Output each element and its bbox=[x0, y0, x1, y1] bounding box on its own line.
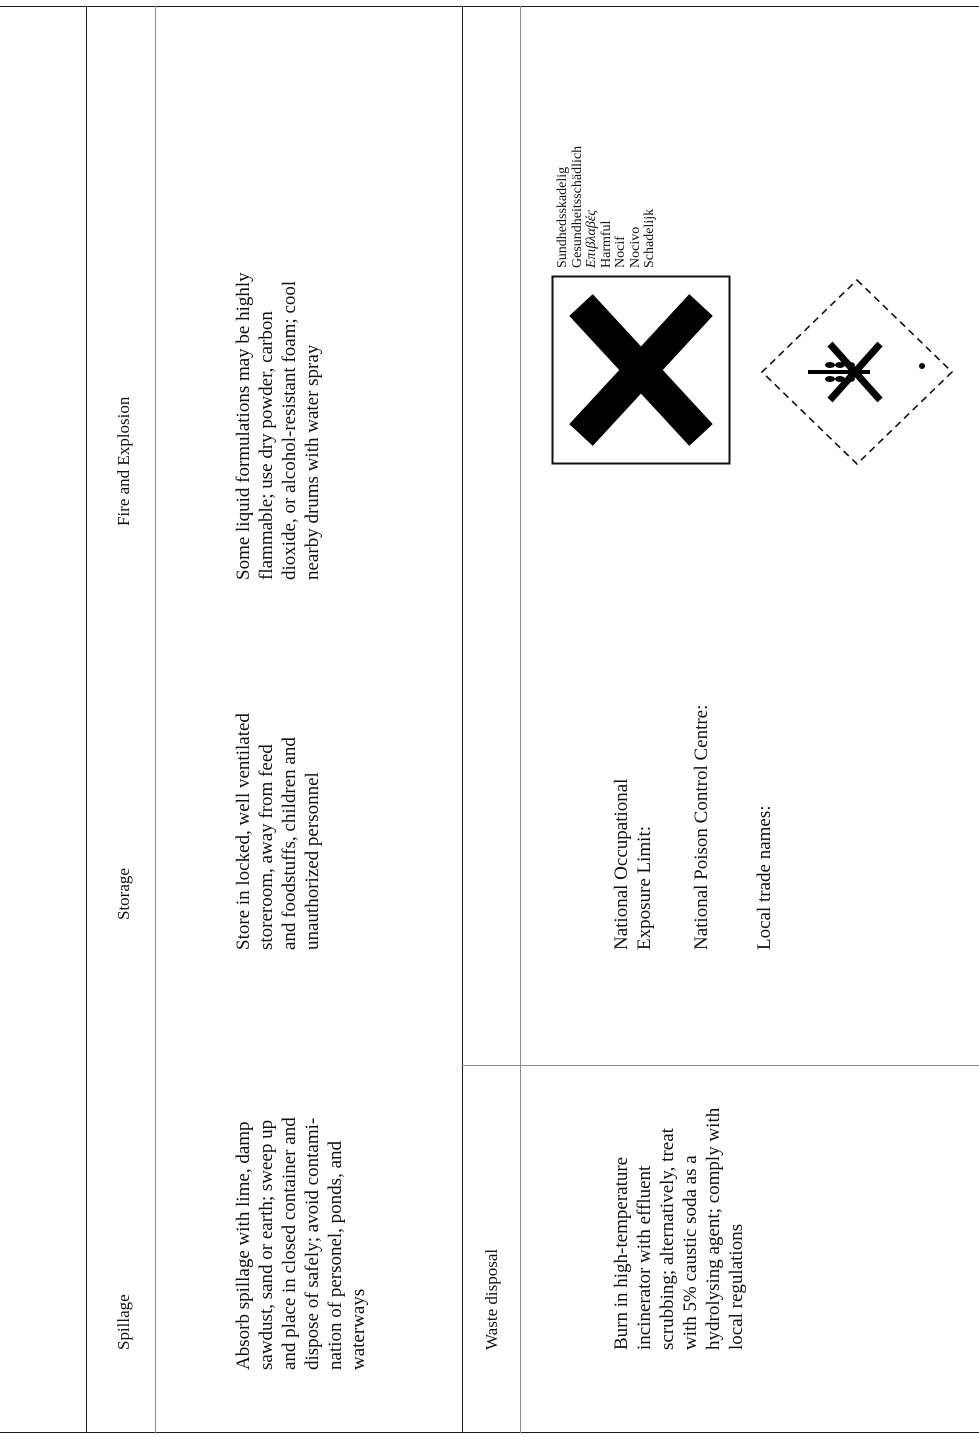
lang-french: Nocif bbox=[613, 236, 628, 268]
trade-names-label: Local trade names: bbox=[754, 805, 775, 950]
fire-explosion-text: Some liquid formulations may be highly flammable; use dry powder, carbon dioxide, or alcohol-resistant foam; cool nearby drums with water spray bbox=[233, 272, 323, 580]
harmful-language-list bbox=[556, 146, 658, 268]
spillage-text: Absorb spillage with lime, damp sawdust, sand or earth; sweep up and place in closed container and dispose of safely; avoid contami- nation of personel, ponds, and waterways bbox=[233, 1117, 369, 1370]
storage-text: Store in locked, well ventilated storeroom, away from feed and foodstuffs, children and unauthorized personnel bbox=[233, 713, 323, 950]
lang-german: Gesundheitsschädlich bbox=[569, 145, 585, 268]
table-top-border bbox=[0, 6, 979, 7]
header-divider-bottom bbox=[520, 6, 521, 1433]
header-storage: Storage bbox=[114, 868, 133, 920]
lang-greek: Επιβλαβές bbox=[584, 209, 599, 268]
header-fire-explosion: Fire and Explosion bbox=[114, 396, 133, 526]
table-bottom-border bbox=[0, 1432, 979, 1433]
harmful-transport-diamond-icon bbox=[752, 272, 962, 472]
occupational-exposure-label: National Occupational Exposure Limit: bbox=[611, 778, 655, 950]
section-divider-top bbox=[462, 6, 463, 1433]
harmful-x-icon bbox=[551, 275, 731, 465]
lang-dutch: Schadelijk bbox=[642, 208, 657, 268]
header-spillage: Spillage bbox=[114, 1294, 133, 1350]
header-waste-disposal: Waste disposal bbox=[482, 1248, 501, 1350]
lang-danish: Sundhedsskadelig bbox=[555, 166, 570, 268]
header-divider-top bbox=[155, 6, 156, 1433]
poison-control-label: National Poison Control Centre: bbox=[691, 704, 712, 950]
lang-english: Harmful bbox=[598, 220, 614, 268]
lang-italian: Nocivo bbox=[627, 226, 643, 268]
column-divider-1 bbox=[462, 1065, 979, 1066]
waste-disposal-text: Burn in high-temperature incinerator with effluent scrubbing; alternatively, treat with 5% caustic soda as a hydrolysing agent; comply with local regulations bbox=[611, 1107, 747, 1350]
table-left-border bbox=[86, 6, 87, 1433]
